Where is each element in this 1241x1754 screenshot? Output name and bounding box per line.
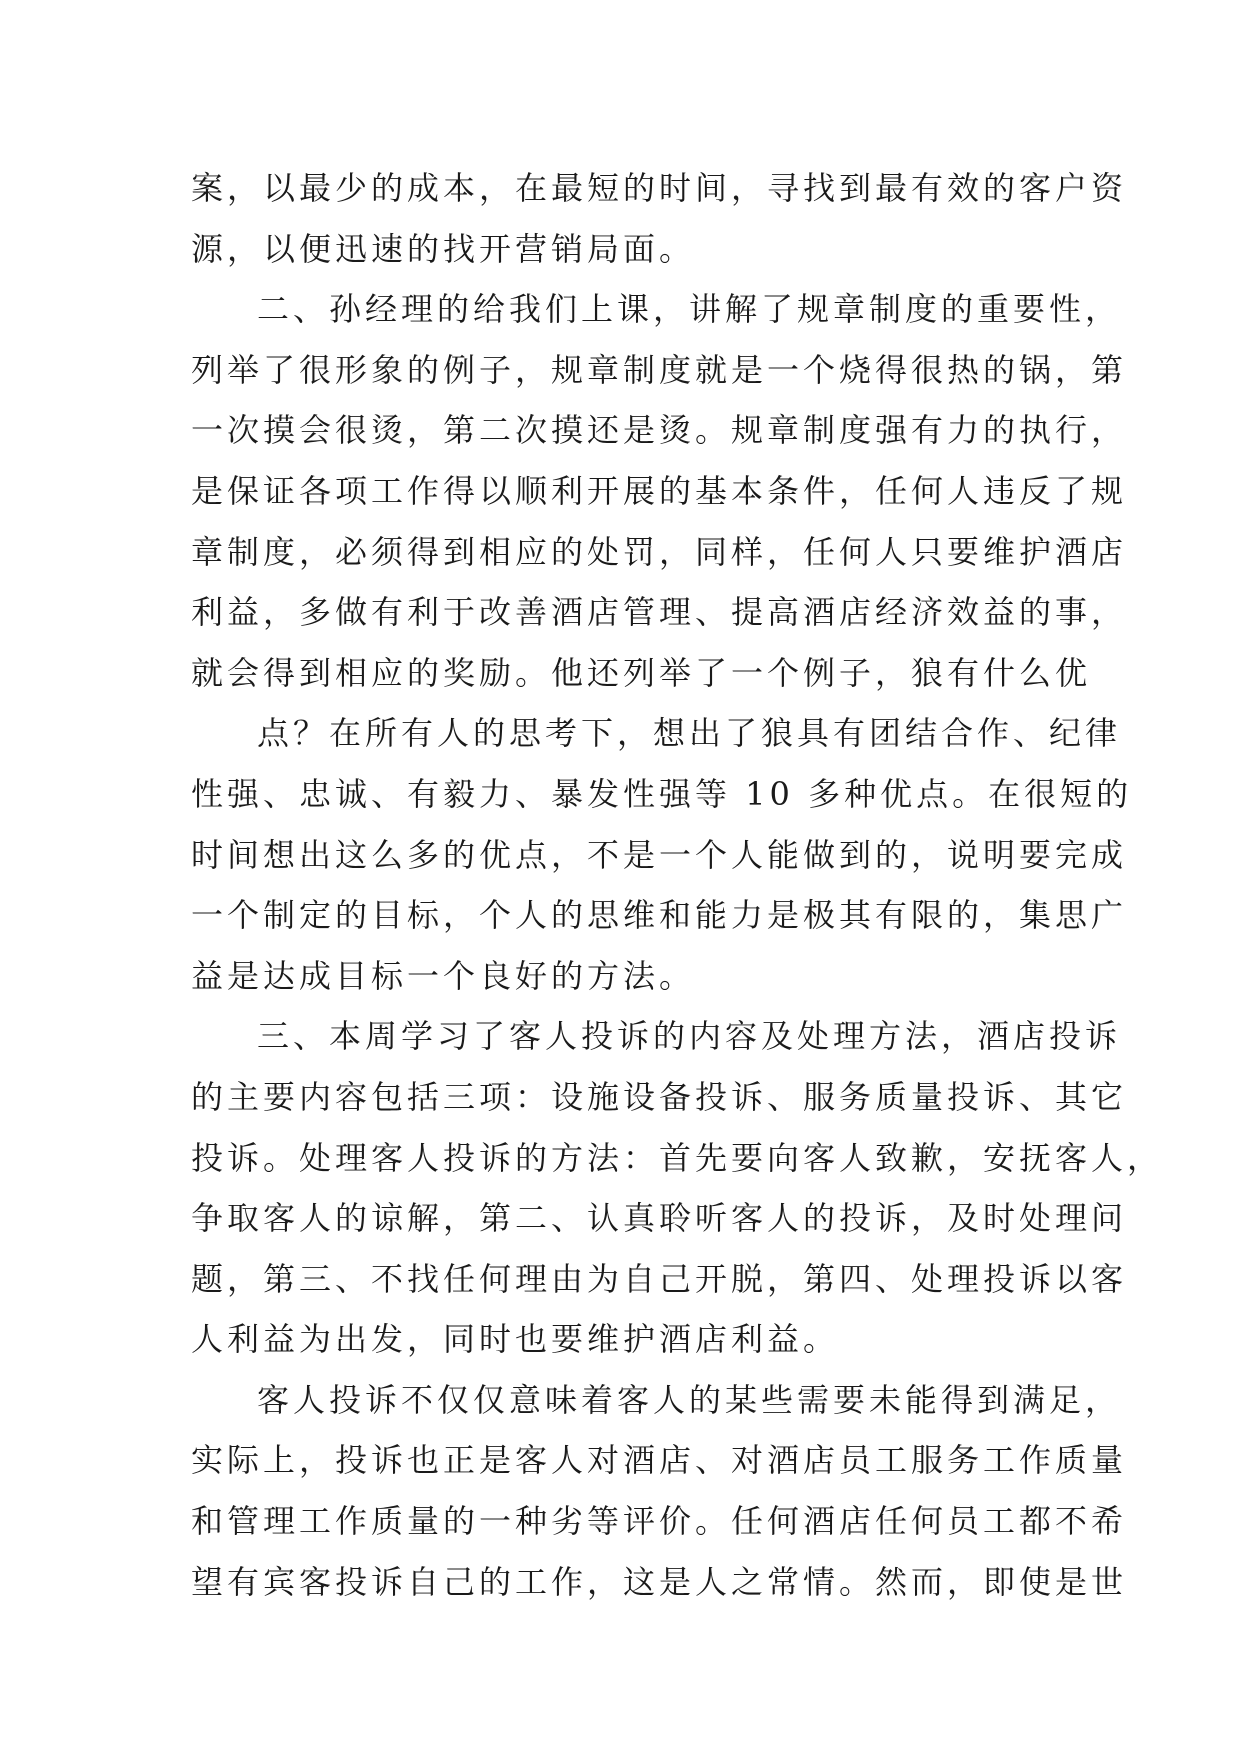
text-line: 是保证各项工作得以顺利开展的基本条件，任何人违反了规 [191, 471, 1128, 510]
text-line: 性强、忠诚、有毅力、暴发性强等 10 多种优点。在很短的 [191, 774, 1133, 813]
text-line: 三、本周学习了客人投诉的内容及处理方法，酒店投诉 [257, 1017, 1122, 1056]
text-line: 就会得到相应的奖励。他还列举了一个例子，狼有什么优 [191, 653, 1092, 692]
text-line: 题，第三、不找任何理由为自己开脱，第四、处理投诉以客 [191, 1259, 1128, 1298]
text-line: 的主要内容包括三项：设施设备投诉、服务质量投诉、其它 [191, 1077, 1128, 1116]
text-line: 人利益为出发，同时也要维护酒店利益。 [191, 1320, 840, 1359]
text-line: 和管理工作质量的一种劣等评价。任何酒店任何员工都不希 [191, 1502, 1128, 1541]
text-line: 二、孙经理的给我们上课，讲解了规章制度的重要性， [257, 290, 1122, 329]
text-line: 时间想出这么多的优点，不是一个人能做到的，说明要完成 [191, 835, 1128, 874]
text-line: 实际上，投诉也正是客人对酒店、对酒店员工服务工作质量 [191, 1441, 1128, 1480]
text-line: 一次摸会很烫，第二次摸还是烫。规章制度强有力的执行， [191, 411, 1128, 450]
text-line: 点？在所有人的思考下，想出了狼具有团结合作、纪律 [257, 714, 1122, 753]
text-line: 望有宾客投诉自己的工作，这是人之常情。然而，即使是世 [191, 1562, 1128, 1601]
text-line: 客人投诉不仅仅意味着客人的某些需要未能得到满足， [257, 1380, 1122, 1419]
text-line: 案，以最少的成本，在最短的时间，寻找到最有效的客户资 [191, 169, 1128, 207]
text-line: 源，以便迅速的找开营销局面。 [191, 229, 696, 268]
text-line: 争取客人的谅解，第二、认真聆听客人的投诉，及时处理问 [191, 1199, 1128, 1238]
text-line: 益是达成目标一个良好的方法。 [191, 956, 696, 995]
document-body-text [191, 158, 1164, 1612]
text-line: 一个制定的目标，个人的思维和能力是极其有限的，集思广 [191, 896, 1128, 935]
text-line: 章制度，必须得到相应的处罚，同样，任何人只要维护酒店 [191, 532, 1128, 571]
text-line: 列举了很形象的例子，规章制度就是一个烧得很热的锅，第 [191, 350, 1128, 389]
text-line: 投诉。处理客人投诉的方法：首先要向客人致歉，安抚客人， [191, 1138, 1164, 1177]
text-line: 利益，多做有利于改善酒店管理、提高酒店经济效益的事， [191, 593, 1128, 632]
